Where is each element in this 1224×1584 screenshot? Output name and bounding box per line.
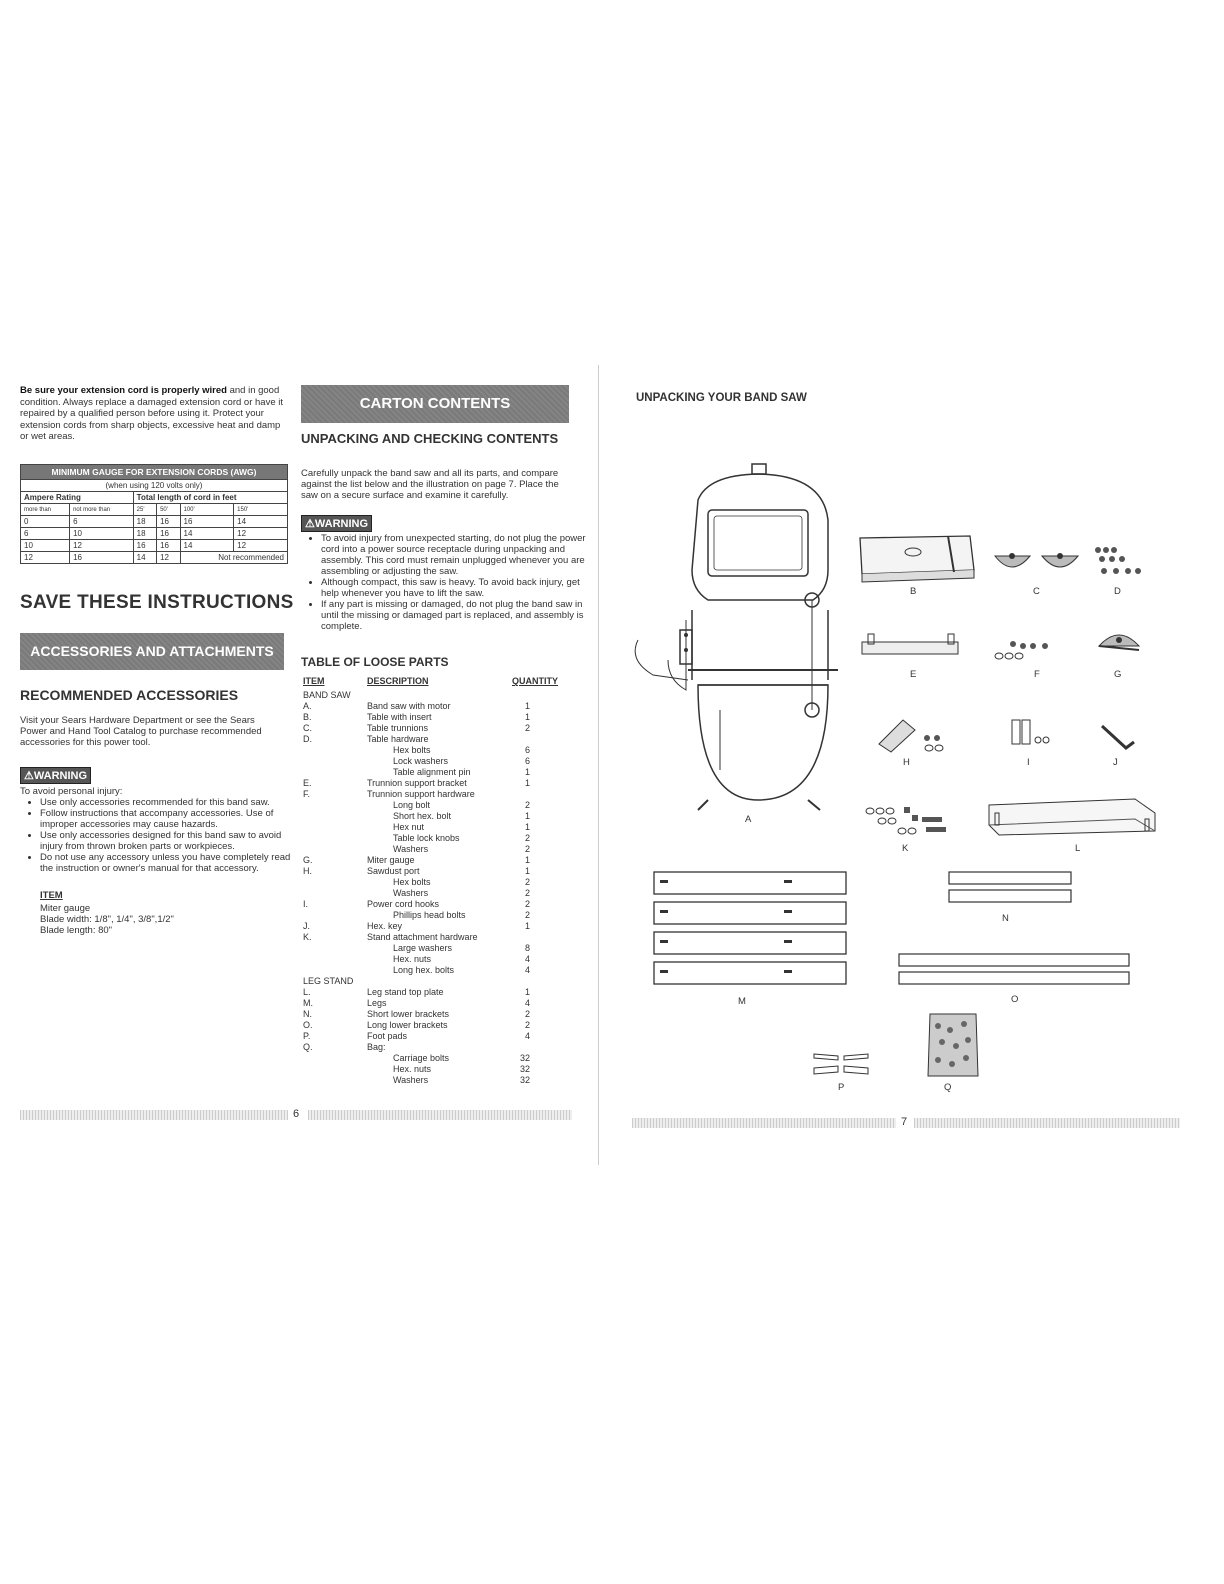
part-e-bracket-icon bbox=[858, 632, 968, 662]
unpack-text: Carefully unpack the band saw and all its parts, and compare against the list below and the illustration on page 7. Place the saw on a secure surface and examine it carefully. bbox=[301, 468, 559, 501]
loose-item: LEG STAND bbox=[303, 976, 354, 986]
part-k-hardware-icon bbox=[862, 803, 957, 838]
loose-qty: 2 bbox=[524, 723, 530, 733]
loose-parts-row bbox=[303, 1042, 558, 1053]
part-label-q: Q bbox=[944, 1082, 952, 1093]
warning-bullet: • Do not use any accessory unless you have completely read the instruction or owner's manual for that accessory. bbox=[40, 852, 306, 874]
part-i-cord-hooks-icon bbox=[1010, 718, 1055, 748]
warning2-block bbox=[301, 514, 372, 532]
loose-item: N. bbox=[303, 1009, 312, 1019]
part-d-hardware-icon bbox=[1092, 545, 1147, 580]
loose-parts-row bbox=[303, 811, 558, 822]
part-p-foot-pads-icon bbox=[812, 1050, 872, 1080]
gauge-col-ampere: Ampere Rating bbox=[21, 492, 134, 504]
loose-desc: Phillips head bolts bbox=[393, 910, 466, 920]
loose-qty: 2 bbox=[524, 899, 530, 909]
loose-desc: Carriage bolts bbox=[393, 1053, 450, 1063]
accessories-banner: ACCESSORIES AND ATTACHMENTS bbox=[20, 633, 284, 670]
intro-text: and in good condition. Always replace a damaged extension cord or have it repaired by a qualified person before using it. Protect your extension cords from sharp objects, excessive heat and damp or wet areas. bbox=[20, 385, 283, 442]
loose-item: F. bbox=[303, 789, 311, 799]
gauge-cell: 10 bbox=[21, 540, 70, 552]
loose-item bbox=[303, 811, 367, 822]
loose-parts-row bbox=[303, 767, 558, 778]
part-l-top-plate-icon bbox=[985, 795, 1165, 840]
part-o-long-brackets-icon bbox=[895, 950, 1135, 990]
loose-item bbox=[303, 1053, 367, 1064]
carton-contents-banner: CARTON CONTENTS bbox=[301, 385, 569, 423]
loose-parts-row bbox=[303, 756, 558, 767]
part-label-b: B bbox=[910, 586, 917, 597]
part-q-bag-icon bbox=[926, 1010, 981, 1080]
loose-col-item: ITEM bbox=[303, 676, 325, 686]
loose-item: D. bbox=[303, 734, 312, 744]
loose-qty: 1 bbox=[524, 855, 530, 865]
loose-item bbox=[303, 888, 367, 899]
part-label-l: L bbox=[1075, 843, 1081, 854]
loose-desc: Hex nut bbox=[393, 822, 425, 832]
loose-item bbox=[303, 954, 367, 965]
loose-desc: Washers bbox=[393, 1075, 429, 1085]
loose-parts-table bbox=[303, 676, 558, 1086]
loose-item bbox=[303, 943, 367, 954]
gauge-len: 50' bbox=[157, 504, 180, 516]
footer-rule bbox=[20, 1110, 288, 1120]
loose-qty: 4 bbox=[524, 1031, 530, 1041]
loose-parts-row bbox=[303, 844, 558, 855]
loose-parts-row bbox=[303, 1009, 558, 1020]
loose-qty: 2 bbox=[524, 833, 530, 843]
part-label-n: N bbox=[1002, 913, 1009, 924]
loose-desc: Miter gauge bbox=[367, 855, 415, 865]
item-heading: ITEM bbox=[40, 890, 63, 901]
loose-desc: Short lower brackets bbox=[367, 1009, 450, 1019]
loose-qty bbox=[508, 1042, 558, 1053]
gauge-cell: 12 bbox=[234, 540, 288, 552]
gauge-col-length: Total length of cord in feet bbox=[133, 492, 287, 504]
loose-qty: 1 bbox=[524, 701, 530, 711]
loose-qty: 4 bbox=[524, 998, 530, 1008]
loose-item bbox=[303, 844, 367, 855]
loose-item bbox=[303, 965, 367, 976]
part-label-d: D bbox=[1114, 586, 1121, 597]
part-j-hex-key-icon bbox=[1098, 722, 1138, 752]
footer-rule bbox=[914, 1118, 1180, 1128]
loose-item: E. bbox=[303, 778, 312, 788]
warning2-bullet: • If any part is missing or damaged, do not plug the band saw in until the missing or damaged part is replaced, and assembly is complete. bbox=[321, 599, 587, 632]
part-c-trunnions-icon bbox=[990, 548, 1085, 578]
loose-desc: Hex. nuts bbox=[393, 954, 432, 964]
loose-qty: 1 bbox=[524, 778, 530, 788]
loose-parts-row bbox=[303, 1075, 558, 1086]
loose-desc: Trunnion support hardware bbox=[367, 789, 475, 799]
gauge-not-more-than: not more than bbox=[70, 504, 134, 516]
item-line: Miter gauge bbox=[40, 903, 91, 914]
loose-parts-row bbox=[303, 822, 558, 833]
loose-desc: Table alignment pin bbox=[393, 767, 471, 777]
loose-desc: Legs bbox=[367, 998, 387, 1008]
warning2-label: WARNING bbox=[314, 518, 369, 530]
loose-qty: 8 bbox=[524, 943, 530, 953]
loose-parts-heading: TABLE OF LOOSE PARTS bbox=[301, 655, 449, 669]
warning-bullets bbox=[20, 797, 306, 874]
avoid-text: To avoid personal injury: bbox=[20, 786, 123, 797]
item-line: Blade width: 1/8", 1/4", 3/8",1/2" bbox=[40, 914, 174, 925]
gauge-cell: 12 bbox=[70, 540, 134, 552]
loose-qty bbox=[508, 690, 558, 701]
warning-triangle-icon: ⚠ bbox=[24, 770, 34, 782]
gauge-cell: 14 bbox=[180, 528, 234, 540]
loose-qty: 1 bbox=[524, 921, 530, 931]
loose-item: A. bbox=[303, 701, 312, 711]
gauge-cell: 0 bbox=[21, 516, 70, 528]
warning2-bullets bbox=[301, 533, 587, 632]
gauge-cell: 18 bbox=[133, 528, 156, 540]
intro-bold: Be sure your extension cord is properly wired bbox=[20, 385, 227, 396]
warning2-bullet: • To avoid injury from unexpected starting, do not plug the power cord into a power source receptacle during unpacking and assembly. This cord must remain unplugged whenever you are assembling or adjusting the saw. bbox=[321, 533, 587, 577]
gauge-cell: 16 bbox=[157, 540, 180, 552]
loose-desc: Short hex. bolt bbox=[393, 811, 452, 821]
gauge-more-than: more than bbox=[21, 504, 70, 516]
loose-qty: 1 bbox=[524, 866, 530, 876]
loose-qty: 2 bbox=[524, 800, 530, 810]
loose-qty: 1 bbox=[524, 987, 530, 997]
gauge-len: 25' bbox=[133, 504, 156, 516]
loose-desc: Long lower brackets bbox=[367, 1020, 448, 1030]
loose-parts-row bbox=[303, 954, 558, 965]
loose-qty: 4 bbox=[524, 954, 530, 964]
loose-item bbox=[303, 745, 367, 756]
loose-desc: Hex. key bbox=[367, 921, 403, 931]
loose-item: B. bbox=[303, 712, 312, 722]
loose-parts-row bbox=[303, 701, 558, 712]
warning-bullet: • Follow instructions that accompany accessories. Use of improper accessories may cause hazards. bbox=[40, 808, 306, 830]
loose-item bbox=[303, 1075, 367, 1086]
loose-qty: 2 bbox=[524, 1009, 530, 1019]
part-label-c: C bbox=[1033, 586, 1040, 597]
loose-parts-row bbox=[303, 1031, 558, 1042]
part-n-short-brackets-icon bbox=[945, 868, 1075, 908]
gauge-cell: 16 bbox=[180, 516, 234, 528]
part-label-i: I bbox=[1027, 757, 1030, 768]
loose-desc: Washers bbox=[393, 888, 429, 898]
part-label-e: E bbox=[910, 669, 917, 680]
unpack-heading: UNPACKING AND CHECKING CONTENTS bbox=[301, 431, 559, 446]
loose-item: BAND SAW bbox=[303, 690, 351, 700]
gauge-cell: 14 bbox=[180, 540, 234, 552]
loose-desc: Power cord hooks bbox=[367, 899, 440, 909]
loose-item: C. bbox=[303, 723, 312, 733]
loose-parts-row bbox=[303, 855, 558, 866]
loose-desc: Foot pads bbox=[367, 1031, 408, 1041]
loose-parts-body bbox=[303, 690, 558, 1086]
loose-qty: 32 bbox=[519, 1075, 530, 1085]
gauge-table-title: MINIMUM GAUGE FOR EXTENSION CORDS (AWG) bbox=[21, 465, 288, 480]
loose-desc: Table with insert bbox=[367, 712, 432, 722]
loose-qty: 6 bbox=[524, 756, 530, 766]
gauge-table-subtitle: (when using 120 volts only) bbox=[21, 480, 288, 492]
loose-item bbox=[303, 756, 367, 767]
loose-parts-row bbox=[303, 910, 558, 921]
loose-item: L. bbox=[303, 987, 311, 997]
loose-desc: Long hex. bolts bbox=[393, 965, 455, 975]
loose-parts-row bbox=[303, 690, 558, 701]
loose-item: J. bbox=[303, 921, 311, 931]
part-m-legs-icon bbox=[650, 870, 850, 990]
loose-desc: Washers bbox=[393, 844, 429, 854]
loose-item: K. bbox=[303, 932, 312, 942]
loose-item bbox=[303, 910, 367, 921]
loose-desc: Stand attachment hardware bbox=[367, 932, 478, 942]
loose-item: H. bbox=[303, 866, 312, 876]
loose-parts-row bbox=[303, 899, 558, 910]
loose-qty: 4 bbox=[524, 965, 530, 975]
loose-qty: 1 bbox=[524, 712, 530, 722]
loose-desc: Table lock knobs bbox=[393, 833, 460, 843]
loose-parts-row bbox=[303, 723, 558, 734]
part-label-m: M bbox=[738, 996, 746, 1007]
loose-desc: Leg stand top plate bbox=[367, 987, 444, 997]
loose-item bbox=[303, 833, 367, 844]
loose-desc: Band saw with motor bbox=[367, 701, 451, 711]
loose-parts-row bbox=[303, 1064, 558, 1075]
gauge-cell: 14 bbox=[234, 516, 288, 528]
loose-parts-row bbox=[303, 745, 558, 756]
warning-bullet: • Use only accessories recommended for this band saw. bbox=[40, 797, 306, 808]
warning-triangle-icon: ⚠ bbox=[305, 518, 315, 530]
gauge-cell: 12 bbox=[157, 552, 180, 564]
loose-parts-row bbox=[303, 712, 558, 723]
part-b-table-icon bbox=[858, 530, 978, 585]
loose-item: O. bbox=[303, 1020, 313, 1030]
loose-col-qty: QUANTITY bbox=[512, 676, 558, 686]
part-label-j: J bbox=[1113, 757, 1118, 768]
loose-qty: 2 bbox=[524, 888, 530, 898]
loose-parts-row bbox=[303, 888, 558, 899]
gauge-len: 150' bbox=[234, 504, 288, 516]
gauge-row bbox=[21, 528, 288, 540]
part-g-miter-gauge-icon bbox=[1095, 628, 1145, 658]
loose-parts-row bbox=[303, 932, 558, 943]
loose-desc: Large washers bbox=[393, 943, 453, 953]
warning-block bbox=[20, 766, 91, 784]
loose-parts-row bbox=[303, 734, 558, 745]
warning2-bullet: • Although compact, this saw is heavy. To avoid back injury, get help whenever you have to lift the saw. bbox=[321, 577, 587, 599]
loose-desc: Bag: bbox=[367, 1042, 386, 1052]
loose-item: I. bbox=[303, 899, 309, 909]
loose-parts-row bbox=[303, 921, 558, 932]
loose-qty: 2 bbox=[524, 877, 530, 887]
loose-item bbox=[303, 877, 367, 888]
loose-parts-row bbox=[303, 877, 558, 888]
gauge-cell: 16 bbox=[133, 540, 156, 552]
loose-qty: 2 bbox=[524, 1020, 530, 1030]
loose-parts-row bbox=[303, 943, 558, 954]
recommended-heading: RECOMMENDED ACCESSORIES bbox=[20, 687, 239, 703]
loose-item: Q. bbox=[303, 1042, 313, 1052]
loose-qty bbox=[508, 976, 558, 987]
warning-bullet: • Use only accessories designed for this band saw to avoid injury from thrown broken parts or workpieces. bbox=[40, 830, 306, 852]
loose-parts-row bbox=[303, 987, 558, 998]
loose-desc bbox=[367, 976, 508, 987]
loose-parts-row bbox=[303, 789, 558, 800]
recommended-text: Visit your Sears Hardware Department or see the Sears Power and Hand Tool Catalog to purchase recommended accessories for this power tool. bbox=[20, 715, 262, 748]
loose-desc: Lock washers bbox=[393, 756, 449, 766]
loose-qty bbox=[508, 932, 558, 943]
part-label-p: P bbox=[838, 1082, 845, 1093]
page-fold bbox=[598, 365, 599, 1165]
gauge-len: 100' bbox=[180, 504, 234, 516]
loose-item: P. bbox=[303, 1031, 311, 1041]
loose-parts-row bbox=[303, 965, 558, 976]
loose-qty: 6 bbox=[524, 745, 530, 755]
band-saw-illustration bbox=[628, 460, 838, 810]
page-number-right: 7 bbox=[901, 1116, 908, 1128]
footer-rule bbox=[308, 1110, 572, 1120]
loose-parts-row bbox=[303, 800, 558, 811]
loose-desc: Hex bolts bbox=[393, 745, 431, 755]
part-label-f: F bbox=[1034, 669, 1040, 680]
item-lines bbox=[40, 903, 174, 936]
gauge-row bbox=[21, 540, 288, 552]
loose-desc bbox=[367, 690, 508, 701]
loose-desc: Long bolt bbox=[393, 800, 431, 810]
loose-desc: Table trunnions bbox=[367, 723, 429, 733]
page-number-left: 6 bbox=[293, 1108, 300, 1120]
gauge-table bbox=[20, 464, 288, 564]
loose-item: M. bbox=[303, 998, 313, 1008]
loose-qty: 1 bbox=[524, 767, 530, 777]
loose-item bbox=[303, 800, 367, 811]
loose-qty: 2 bbox=[524, 844, 530, 854]
extension-cord-intro bbox=[20, 385, 290, 443]
loose-qty: 1 bbox=[524, 811, 530, 821]
loose-parts-row bbox=[303, 976, 558, 987]
loose-qty: 2 bbox=[524, 910, 530, 920]
part-label-k: K bbox=[902, 843, 909, 854]
part-label-g: G bbox=[1114, 669, 1122, 680]
part-label-o: O bbox=[1011, 994, 1019, 1005]
loose-qty: 32 bbox=[519, 1053, 530, 1063]
loose-item bbox=[303, 767, 367, 778]
loose-desc: Hex. nuts bbox=[393, 1064, 432, 1074]
warning2-badge bbox=[301, 515, 372, 532]
gauge-cell: 12 bbox=[234, 528, 288, 540]
right-page-title: UNPACKING YOUR BAND SAW bbox=[636, 392, 807, 404]
part-label-h: H bbox=[903, 757, 910, 768]
footer-rule bbox=[632, 1118, 896, 1128]
loose-qty bbox=[508, 734, 558, 745]
gauge-cell: 16 bbox=[70, 552, 134, 564]
loose-parts-row bbox=[303, 866, 558, 877]
warning-badge bbox=[20, 767, 91, 784]
gauge-cell: 6 bbox=[70, 516, 134, 528]
loose-item: G. bbox=[303, 855, 313, 865]
loose-item bbox=[303, 1064, 367, 1075]
loose-qty: 32 bbox=[519, 1064, 530, 1074]
gauge-cell: 16 bbox=[157, 528, 180, 540]
gauge-cell: 10 bbox=[70, 528, 134, 540]
loose-parts-row bbox=[303, 1053, 558, 1064]
loose-parts-row bbox=[303, 1020, 558, 1031]
gauge-cell: 18 bbox=[133, 516, 156, 528]
item-line: Blade length: 80" bbox=[40, 925, 113, 936]
loose-qty bbox=[508, 789, 558, 800]
part-label-a: A bbox=[745, 814, 752, 825]
gauge-cell: 6 bbox=[21, 528, 70, 540]
loose-parts-row bbox=[303, 998, 558, 1009]
loose-desc: Table hardware bbox=[367, 734, 429, 744]
loose-desc: Hex bolts bbox=[393, 877, 431, 887]
loose-col-desc: DESCRIPTION bbox=[367, 676, 429, 686]
gauge-row bbox=[21, 552, 288, 564]
loose-qty: 1 bbox=[524, 822, 530, 832]
loose-parts-row bbox=[303, 833, 558, 844]
loose-desc: Trunnion support bracket bbox=[367, 778, 467, 788]
gauge-cell: 12 bbox=[21, 552, 70, 564]
gauge-row bbox=[21, 516, 288, 528]
loose-parts-row bbox=[303, 778, 558, 789]
gauge-cell: 16 bbox=[157, 516, 180, 528]
warning-label: WARNING bbox=[33, 770, 88, 782]
loose-item bbox=[303, 822, 367, 833]
save-instructions-title: SAVE THESE INSTRUCTIONS bbox=[20, 592, 294, 613]
gauge-cell: Not recommended bbox=[180, 552, 288, 564]
gauge-cell: 14 bbox=[133, 552, 156, 564]
part-h-sawdust-port-icon bbox=[875, 714, 950, 754]
part-f-hardware-icon bbox=[993, 638, 1063, 663]
loose-desc: Sawdust port bbox=[367, 866, 420, 876]
